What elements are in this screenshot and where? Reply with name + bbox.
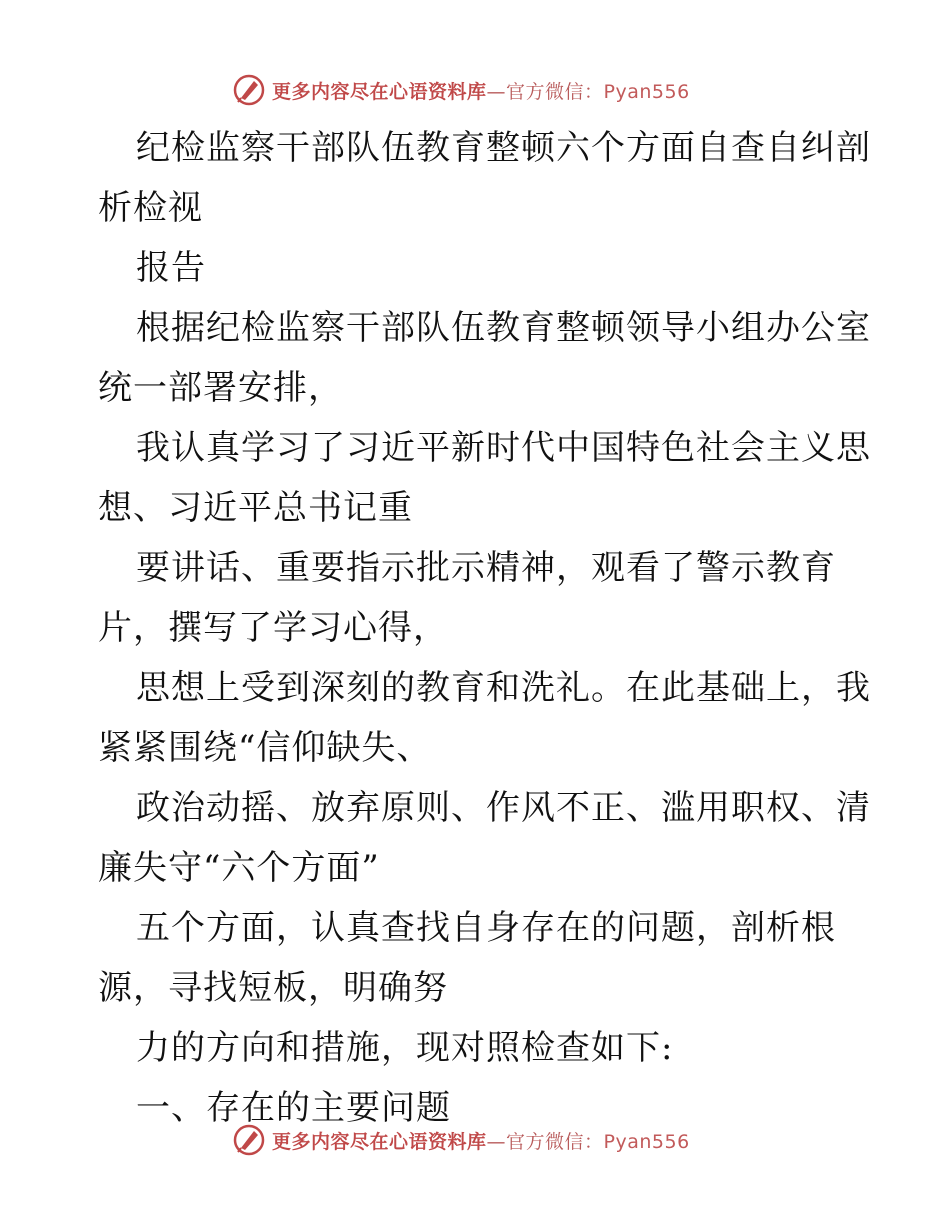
watermark-text bbox=[272, 77, 690, 104]
text-line: 统一部署安排， bbox=[98, 368, 343, 408]
document-body bbox=[98, 118, 871, 1138]
watermark-separator: — bbox=[486, 80, 507, 103]
text-line: 根据纪检监察干部队伍教育整顿领导小组办公室 bbox=[136, 308, 871, 348]
text-line: 政治动摇、放弃原则、作风不正、滥用职权、清 bbox=[136, 788, 871, 828]
watermark-contact-id: Pyan556 bbox=[603, 1130, 690, 1153]
watermark-contact-id: Pyan556 bbox=[603, 80, 690, 103]
text-line: 我认真学习了习近平新时代中国特色社会主义思 bbox=[136, 428, 871, 468]
watermark-separator: — bbox=[486, 1130, 507, 1153]
text-line: 纪检监察干部队伍教育整顿六个方面自查自纠剖 bbox=[136, 128, 871, 168]
watermark-contact-label: 官方微信： bbox=[506, 1130, 604, 1153]
text-line: 报告 bbox=[136, 248, 206, 288]
watermark-brand: 更多内容尽在心语资料库 bbox=[272, 1130, 487, 1153]
quill-pen-logo-icon bbox=[232, 73, 266, 107]
text-line: 紧紧围绕“信仰缺失、 bbox=[98, 728, 432, 768]
watermark-contact-label: 官方微信： bbox=[506, 80, 604, 103]
text-line: 廉失守“六个方面” bbox=[98, 848, 380, 888]
text-line: 源，寻找短板，明确努 bbox=[98, 968, 448, 1008]
text-line: 想、习近平总书记重 bbox=[98, 488, 413, 528]
watermark-text bbox=[272, 1127, 690, 1154]
text-line: 五个方面，认真查找自身存在的问题，剖析根 bbox=[136, 908, 836, 948]
text-line: 力的方向和措施，现对照检查如下: bbox=[136, 1028, 674, 1068]
header-watermark bbox=[232, 70, 690, 110]
watermark-brand: 更多内容尽在心语资料库 bbox=[272, 80, 487, 103]
footer-watermark bbox=[232, 1120, 690, 1160]
text-line: 片，撰写了学习心得， bbox=[98, 608, 448, 648]
quill-pen-logo-icon bbox=[232, 1123, 266, 1157]
text-line: 思想上受到深刻的教育和洗礼。在此基础上，我 bbox=[136, 668, 871, 708]
text-line: 析检视 bbox=[98, 188, 203, 228]
text-line: 要讲话、重要指示批示精神，观看了警示教育 bbox=[136, 548, 836, 588]
section-heading: 一、存在的主要问题 bbox=[136, 1088, 451, 1128]
